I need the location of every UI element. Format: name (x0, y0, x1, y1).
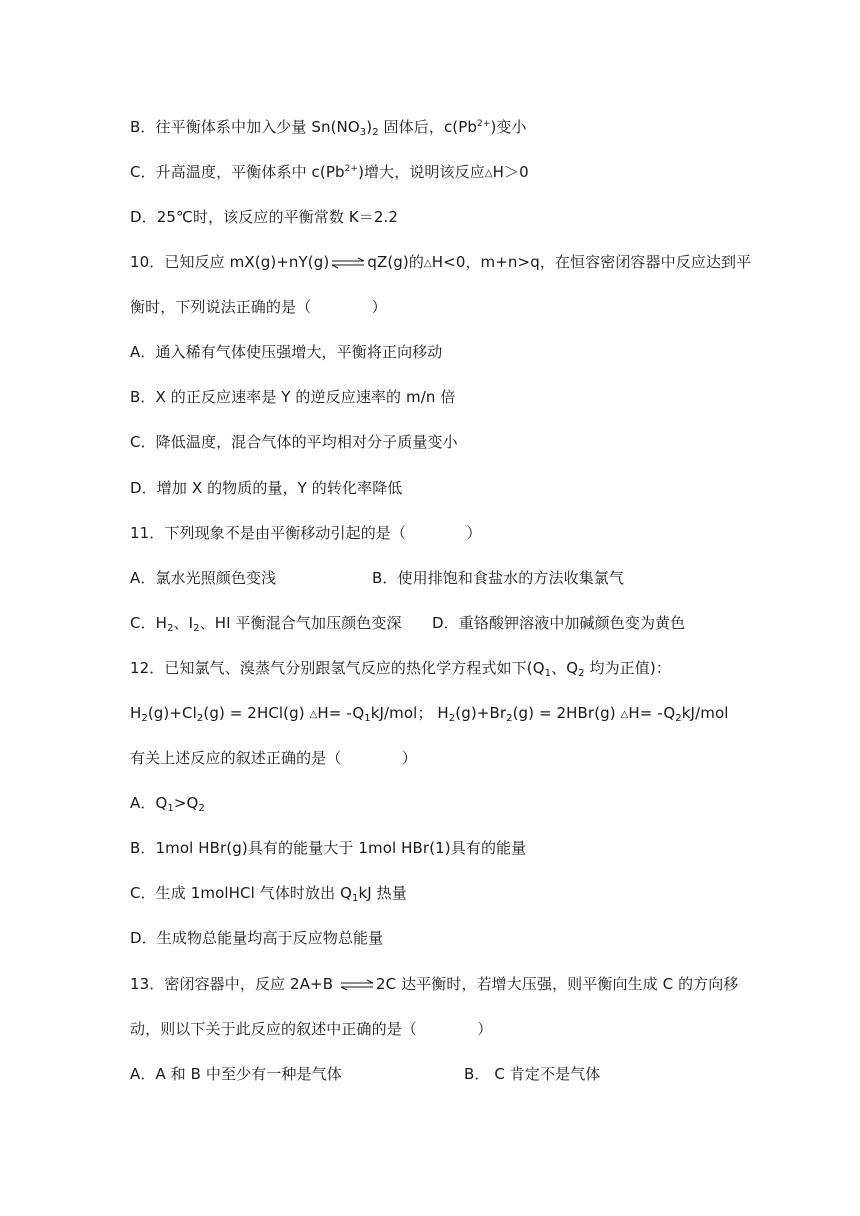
q11-option-a: A．氯水光照颜色变浅 (130, 569, 277, 587)
q13-option-a: A．A 和 B 中至少有一种是气体 (130, 1065, 342, 1083)
q10-stem: 10．已知反应 mX(g)+nY(g) qZ(g)的△H<0，m+n>q，在恒容密闭容器中反应达到平 (130, 253, 752, 271)
q12-stem: 12．已知氯气、溴蒸气分别跟氢气反应的热化学方程式如下($Q_1$、$Q_2$ 均为正值)： (130, 659, 671, 679)
q11-option-c: C．$H_2$、$I_2$、HI 平衡混合气加压颜色变深 (130, 614, 402, 634)
q13-stem-line2: 动，则以下关于此反应的叙述中正确的是（ ） (130, 1020, 493, 1038)
q10-option-c: C．降低温度，混合气体的平均相对分子质量变小 (130, 433, 458, 451)
q9-option-c: C．升高温度，平衡体系中 $c(Pb^{2+})$增大，说明该反应△H＞0 (130, 163, 529, 181)
q10-option-a: A．通入稀有气体使压强增大，平衡将正向移动 (130, 343, 443, 361)
q13-stem: 13．密闭容器中，反应 2A+B 2C 达平衡时，若增大压强，则平衡向生成 C 的方向移 (130, 975, 739, 993)
q9-option-d: D．25℃时，该反应的平衡常数 K＝2.2 (130, 208, 399, 226)
q12-equations: $H_2(g)+Cl_2(g) = 2HCl(g)$ △H= $-Q_1kJ$/mol； $H_2(g)+Br_2(g) = 2HBr(g)$ △H= $-Q_2kJ$/mol (130, 704, 729, 724)
q10-stem-line2: 衡时，下列说法正确的是（ ） (130, 298, 387, 316)
q12-option-b: B．1mol HBr(g)具有的能量大于 1mol HBr(1)具有的能量 (130, 839, 527, 857)
q12-option-c: C．生成 1molHCl 气体时放出 $Q_1kJ$ 热量 (130, 884, 407, 904)
q9-option-b: B．往平衡体系中加入少量 $Sn(NO_3)_2$ 固体后，$c(Pb^{2+})$变小 (130, 118, 527, 138)
equilibrium-arrow-icon (340, 979, 374, 991)
q12-option-d: D．生成物总能量均高于反应物总能量 (130, 929, 384, 947)
equilibrium-arrow-icon (331, 257, 365, 269)
q12-stem-line3: 有关上述反应的叙述正确的是（ ） (130, 749, 417, 767)
q10-option-b: B．X 的正反应速率是 Y 的逆反应速率的 m/n 倍 (130, 388, 456, 406)
q11-option-b: B．使用排饱和食盐水的方法收集氯气 (372, 569, 624, 587)
q13-option-b: B． C 肯定不是气体 (464, 1065, 601, 1083)
q11-stem: 11．下列现象不是由平衡移动引起的是（ ） (130, 524, 482, 542)
q12-option-a: A．$Q_1>Q_2$ (130, 794, 205, 814)
q11-option-d: D．重铬酸钾溶液中加碱颜色变为黄色 (432, 614, 686, 632)
q10-option-d: D．增加 X 的物质的量，Y 的转化率降低 (130, 479, 403, 497)
